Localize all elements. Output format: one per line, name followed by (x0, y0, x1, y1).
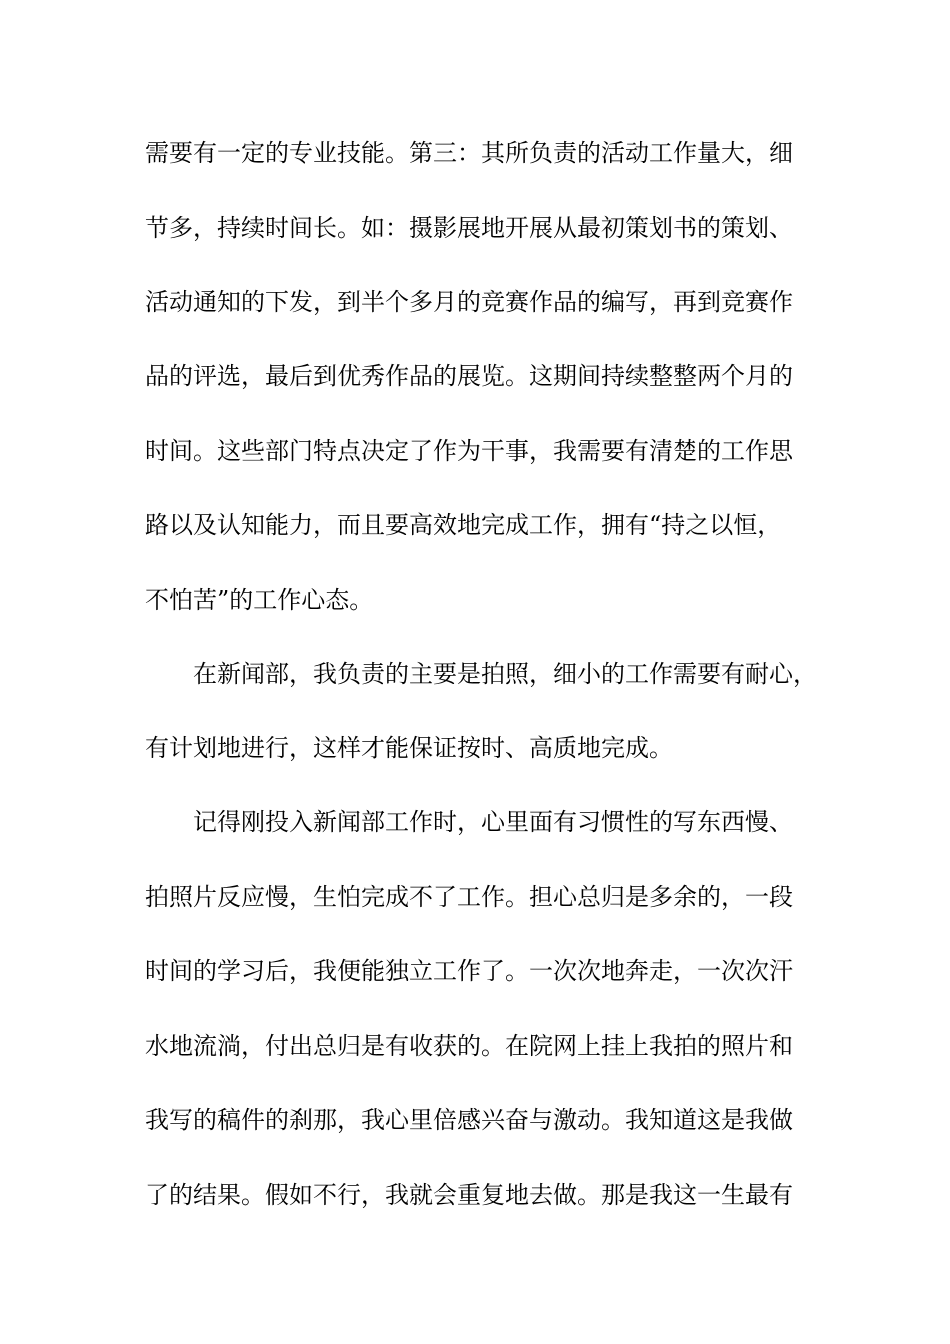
text-line-6: 路以及认知能力，而且要高效地完成工作，拥有“持之以恒， (145, 511, 782, 539)
text-line-4: 品的评选，最后到优秀作品的展览。这期间持续整整两个月的 (145, 362, 793, 390)
text-line-11: 拍照片反应慢，生怕完成不了工作。担心总归是多余的，一段 (145, 883, 793, 911)
paragraph-start-line-8: 在新闻部，我负责的主要是拍照，细小的工作需要有耐心， (193, 660, 817, 688)
text-line-3: 活动通知的下发，到半个多月的竞赛作品的编写，再到竞赛作 (145, 288, 793, 316)
text-line-5: 时间。这些部门特点决定了作为干事，我需要有清楚的工作思 (145, 437, 793, 465)
text-line-15: 了的结果。假如不行，我就会重复地去做。那是我这一生最有 (145, 1181, 793, 1209)
text-line-12: 时间的学习后，我便能独立工作了。一次次地奔走，一次次汗 (145, 957, 793, 985)
paragraph-start-line-10: 记得刚投入新闻部工作时，心里面有习惯性的写东西慢、 (193, 808, 793, 836)
text-line-2: 节多，持续时间长。如：摄影展地开展从最初策划书的策划、 (145, 214, 793, 242)
text-line-9: 有计划地进行，这样才能保证按时、高质地完成。 (145, 734, 673, 762)
text-line-7: 不怕苦”的工作心态。 (145, 586, 374, 614)
text-line-13: 水地流淌，付出总归是有收获的。在院网上挂上我拍的照片和 (145, 1032, 793, 1060)
text-line-14: 我写的稿件的刹那，我心里倍感兴奋与激动。我知道这是我做 (145, 1106, 793, 1134)
text-line-1: 需要有一定的专业技能。第三：其所负责的活动工作量大，细 (145, 139, 793, 167)
